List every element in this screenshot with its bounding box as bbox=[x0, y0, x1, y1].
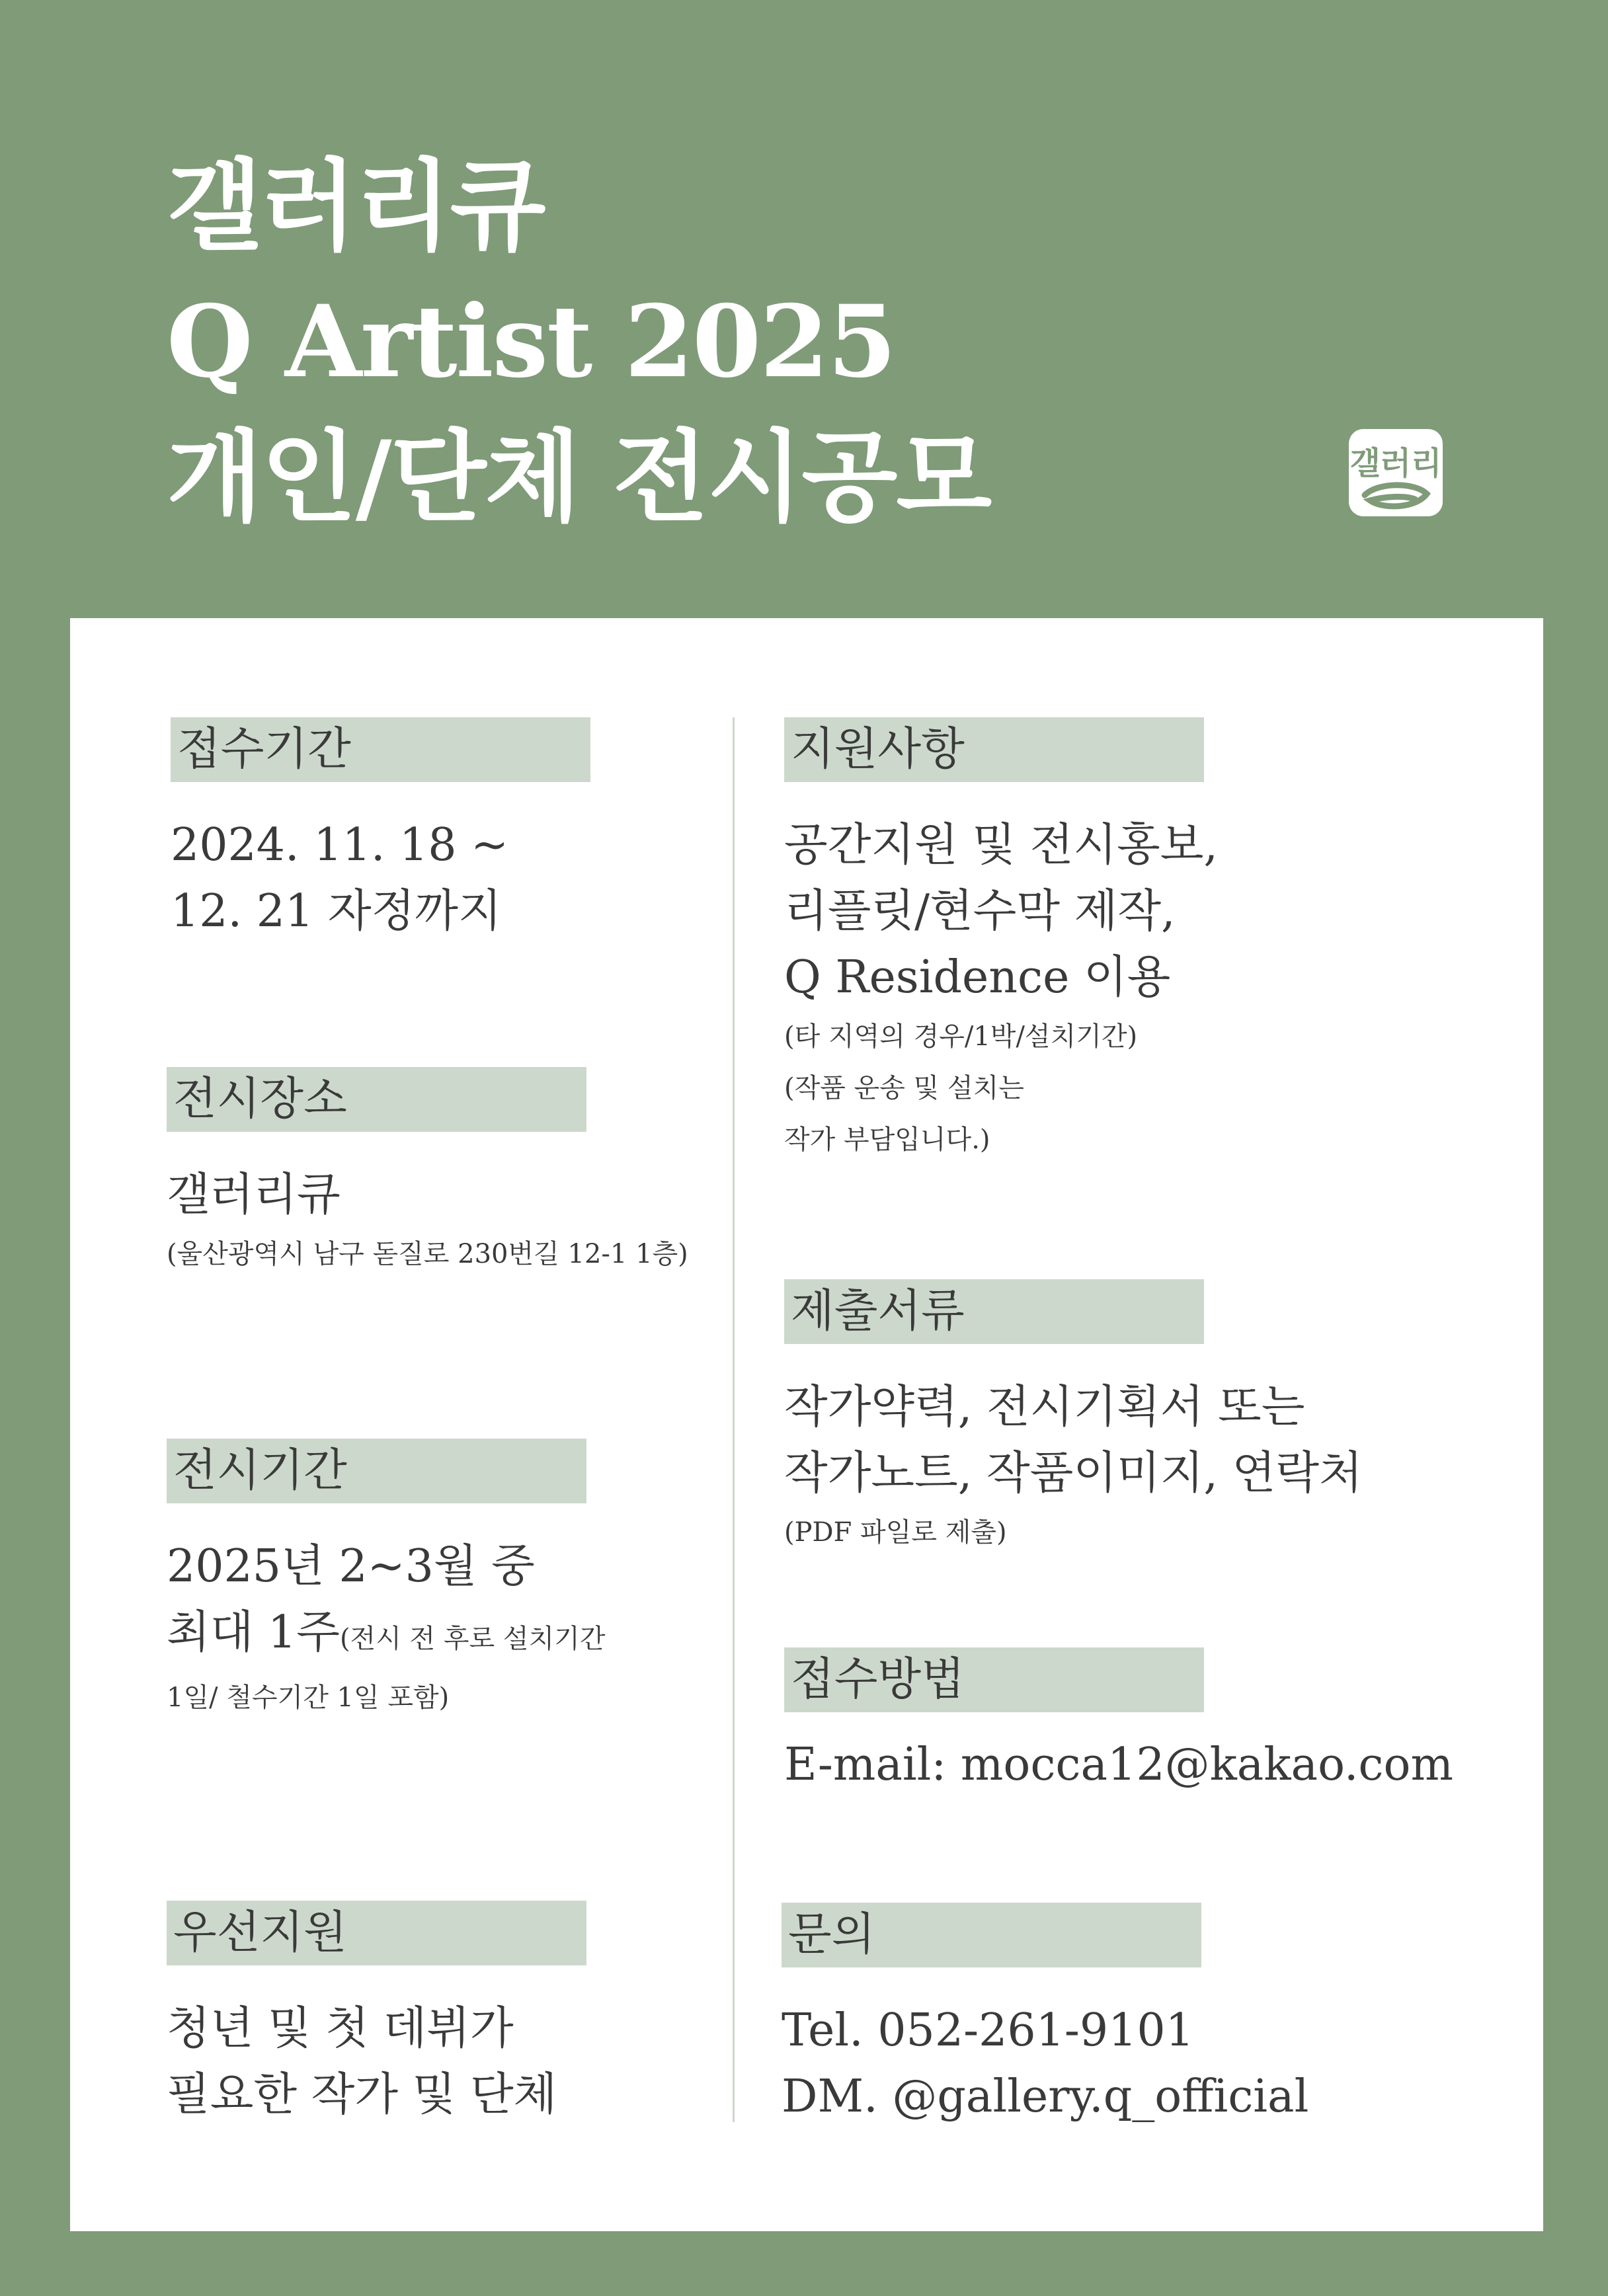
reception-period-line1: 2024. 11. 18 ~ bbox=[171, 819, 509, 871]
venue-name: 갤러리큐 bbox=[167, 1169, 341, 1221]
support-label: 지원사항 bbox=[784, 717, 1204, 782]
svg-text:갤러리: 갤러리 bbox=[1349, 445, 1442, 482]
exhibition-period-line3: 1일/ 철수기간 1일 포함) bbox=[167, 1682, 450, 1713]
exhibition-period-label: 전시기간 bbox=[167, 1439, 586, 1503]
documents-line2: 작가노트, 작품이미지, 연락처 bbox=[784, 1447, 1363, 1499]
title-program-name: Q Artist 2025 bbox=[167, 284, 896, 400]
title-gallery-name: 갤러리큐 bbox=[167, 148, 545, 264]
support-section bbox=[784, 717, 1218, 1166]
exhibition-period-line1: 2025년 2~3월 중 bbox=[167, 1540, 535, 1593]
gallery-seal-logo bbox=[1346, 426, 1445, 519]
poster-title bbox=[167, 139, 990, 545]
reception-period-label: 접수기간 bbox=[171, 717, 590, 782]
venue-section bbox=[167, 1067, 688, 1280]
priority-line2: 필요한 작가 및 단체 bbox=[167, 2069, 557, 2121]
documents-label: 제출서류 bbox=[784, 1279, 1204, 1344]
documents-line1: 작가약력, 전시기획서 또는 bbox=[784, 1381, 1305, 1433]
title-call-name: 개인/단체 전시공모 bbox=[167, 419, 991, 535]
venue-label: 전시장소 bbox=[167, 1067, 586, 1132]
priority-section bbox=[167, 1901, 586, 2128]
priority-label: 우선지원 bbox=[167, 1901, 586, 1965]
exhibition-duration: 최대 1주 bbox=[167, 1606, 340, 1659]
support-note3: 작가 부담입니다.) bbox=[784, 1125, 990, 1155]
contact-tel[interactable]: Tel. 052-261-9101 bbox=[782, 2004, 1194, 2057]
reception-period-section bbox=[171, 717, 590, 945]
documents-note: (PDF 파일로 제출) bbox=[784, 1517, 1007, 1548]
support-line1: 공간지원 및 전시홍보, bbox=[784, 819, 1219, 871]
contact-dm[interactable]: DM. @gallery.q_official bbox=[782, 2071, 1309, 2123]
documents-section bbox=[784, 1279, 1363, 1558]
reception-period-line2: 12. 21 자정까지 bbox=[171, 885, 502, 937]
support-note1: (타 지역의 경우/1박/설치기간) bbox=[784, 1021, 1138, 1052]
support-line3: Q Residence 이용 bbox=[784, 951, 1171, 1004]
column-divider bbox=[733, 717, 735, 2122]
support-note2: (작품 운송 및 설치는 bbox=[784, 1073, 1024, 1103]
priority-line1: 청년 및 첫 데뷔가 bbox=[167, 2002, 514, 2055]
venue-address: (울산광역시 남구 돋질로 230번길 12-1 1층) bbox=[167, 1239, 688, 1269]
contact-section bbox=[782, 1903, 1308, 2130]
exhibition-setup-note: (전시 전 후로 설치기간 bbox=[339, 1624, 606, 1654]
submission-email[interactable]: E-mail: mocca12@kakao.com bbox=[784, 1739, 1453, 1791]
exhibition-period-section bbox=[167, 1439, 605, 1723]
contact-label: 문의 bbox=[782, 1903, 1201, 1967]
method-label: 접수방법 bbox=[784, 1647, 1204, 1712]
exhibition-period-line2 bbox=[167, 1600, 605, 1672]
method-section bbox=[784, 1647, 1453, 1798]
support-line2: 리플릿/현수막 제작, bbox=[784, 885, 1176, 937]
